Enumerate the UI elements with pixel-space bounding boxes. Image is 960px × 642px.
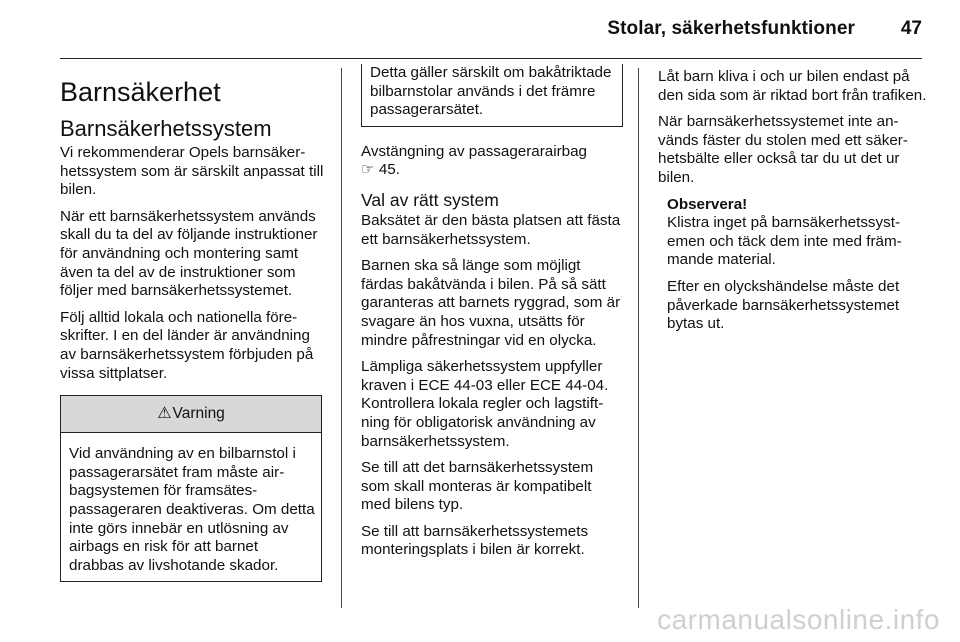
- page-number: 47: [900, 18, 922, 39]
- watermark: carmanualsonline.info: [657, 604, 940, 635]
- warning-box: [60, 395, 322, 582]
- paragraph: Låt barn kliva i och ur bilen endast på den sida som är riktad bort från trafiken.: [658, 68, 927, 104]
- paragraph: Vi rekommenderar Opels barnsäkerhetssystem som är särskilt anpassat till bilen.: [60, 144, 324, 199]
- cross-reference-page: 45.: [378, 161, 400, 179]
- cross-reference-icon: ☞: [361, 161, 375, 179]
- sub-heading: Barnsäkerhetssystem: [60, 116, 272, 141]
- main-heading: Barnsäkerhet: [60, 77, 221, 107]
- paragraph: Se till att det barnsäkerhetssystem som skall monteras är kompatibelt med bilens typ.: [361, 459, 594, 514]
- section-heading: Val av rätt system: [361, 189, 499, 210]
- paragraph: När ett barnsäkerhetssystem används skall du ta del av följande instruktioner för användning och montering samt även ta del av de instruktioner som följer med barnsäkerhetssystemet.: [60, 207, 318, 300]
- paragraph: Se till att barnsäkerhetssystemets monteringsplats i bilen är korrekt.: [361, 522, 589, 559]
- warning-triangle-icon: ⚠: [157, 405, 172, 423]
- column-3: [658, 68, 928, 342]
- airbag-text: Avstängning av passagerarairbag: [361, 142, 587, 160]
- section-title: Stolar, säkerhetsfunktioner: [607, 18, 855, 39]
- column-divider-1: [341, 68, 342, 608]
- header-divider: [60, 58, 922, 59]
- paragraph: [361, 143, 625, 180]
- box-text: Detta gäller särskilt om bakåtriktade bilbarnstolar används i det främre passagerarsätet.: [370, 64, 612, 119]
- paragraph: När barnsäkerhetssystemet inte används fäster du stolen med ett säkerhetsbälte eller också tar du ut det ur bilen.: [658, 113, 908, 186]
- column-2: [361, 64, 625, 568]
- page-header: [0, 0, 960, 60]
- note-block: [658, 196, 928, 334]
- column-1: [60, 68, 324, 582]
- column-divider-2: [638, 68, 639, 608]
- continued-warning-box: [361, 64, 623, 127]
- note-paragraph: Efter en olyckshändelse måste det påverkade barnsäkerhetssystemet bytas ut.: [667, 277, 900, 333]
- paragraph: Följ alltid lokala och nationella föreskrifter. I en del länder är användning av barnsäkerhetssystem förbjuden på vissa sittplatser.: [60, 308, 314, 382]
- warning-label: Varning: [172, 405, 225, 423]
- warning-text: Vid användning av en bilbarnstol i passagerarsätet fram måste airbagsystemen för framsätespassageraren deaktiveras. Om detta inte görs innebär en utlösning av airbags en risk för att barnet drabbas av livshotande skador.: [69, 445, 315, 574]
- paragraph: Baksätet är den bästa platsen att fästa ett barnsäkerhetssystem.: [361, 211, 621, 248]
- note-paragraph: Klistra inget på barnsäkerhetssystemen och täck dem inte med främmande material.: [667, 214, 902, 269]
- paragraph: Lämpliga säkerhetssystem uppfyller kraven i ECE 44-03 eller ECE 44-04. Kontrollera lokala regler och lagstiftning för obligatorisk användning av barnsäkerhetssystem.: [361, 358, 609, 450]
- warning-header: [61, 396, 321, 433]
- note-title: Observera!: [667, 195, 748, 213]
- paragraph: Barnen ska så länge som möjligt färdas bakåtvända i bilen. På så sätt garanteras att barnets ryggrad, som är svagare än hos vuxna, utsätts för mindre påfrestningar vid en olycka.: [361, 257, 621, 349]
